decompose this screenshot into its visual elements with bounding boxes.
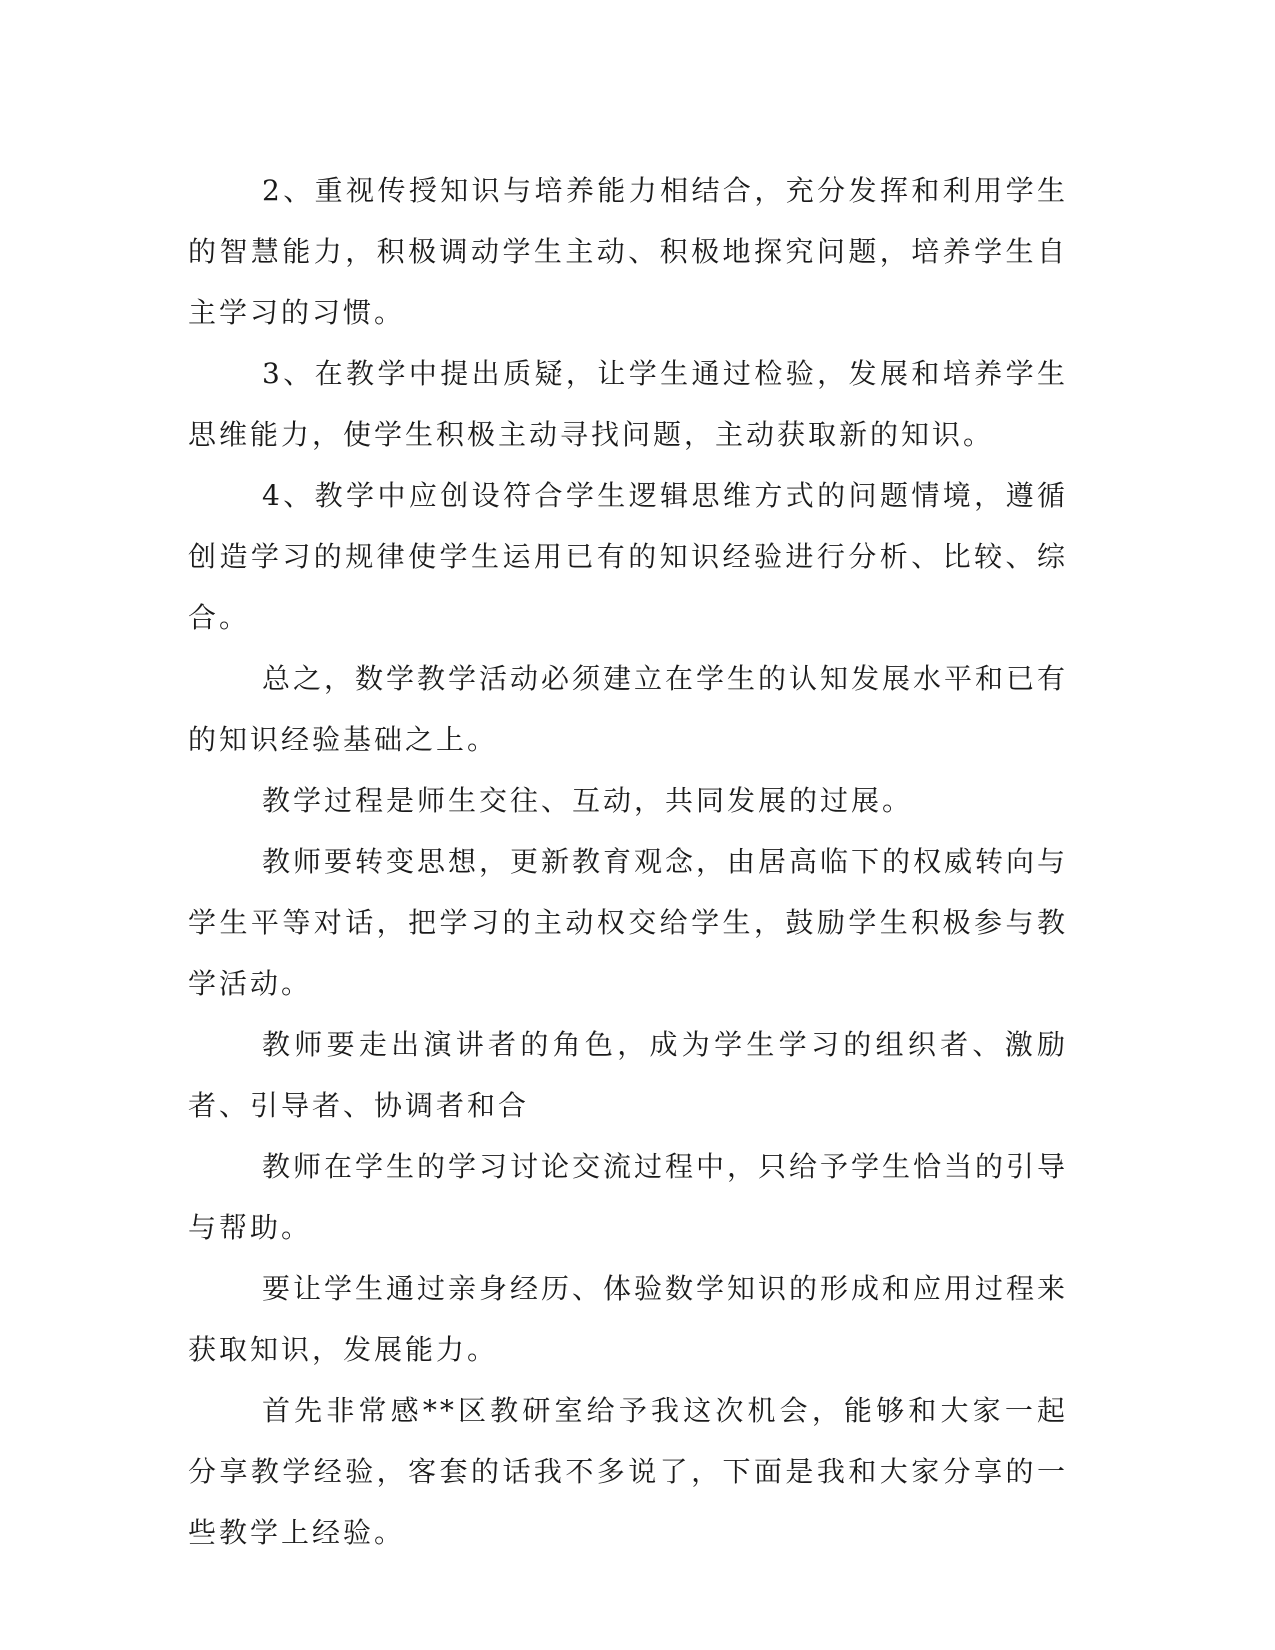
paragraph: 要让学生通过亲身经历、体验数学知识的形成和应用过程来获取知识，发展能力。 xyxy=(188,1272,1069,1366)
paragraph: 4、教学中应创设符合学生逻辑思维方式的问题情境，遵循创造学习的规律使学生运用已有的知识经验进行分析、比较、综合。 xyxy=(188,479,1068,634)
paragraph: 3、在教学中提出质疑，让学生通过检验，发展和培养学生思维能力，使学生积极主动寻找问题，主动获取新的知识。 xyxy=(188,357,1068,451)
document-body xyxy=(188,160,1068,1563)
paragraph: 教师要走出演讲者的角色，成为学生学习的组织者、激励者、引导者、协调者和合 xyxy=(188,1028,1068,1122)
paragraph: 2、重视传授知识与培养能力相结合，充分发挥和利用学生的智慧能力，积极调动学生主动、积极地探究问题，培养学生自主学习的习惯。 xyxy=(188,174,1068,329)
paragraph: 首先非常感**区教研室给予我这次机会，能够和大家一起分享教学经验，客套的话我不多说了，下面是我和大家分享的一些教学上经验。 xyxy=(188,1394,1068,1549)
paragraph: 教师在学生的学习讨论交流过程中，只给予学生恰当的引导与帮助。 xyxy=(188,1150,1069,1244)
paragraph: 教学过程是师生交往、互动，共同发展的过展。 xyxy=(262,784,914,817)
paragraph: 总之，数学教学活动必须建立在学生的认知发展水平和已有的知识经验基础之上。 xyxy=(188,662,1069,756)
paragraph: 教师要转变思想，更新教育观念，由居高临下的权威转向与学生平等对话，把学习的主动权交给学生，鼓励学生积极参与教学活动。 xyxy=(188,845,1069,1000)
